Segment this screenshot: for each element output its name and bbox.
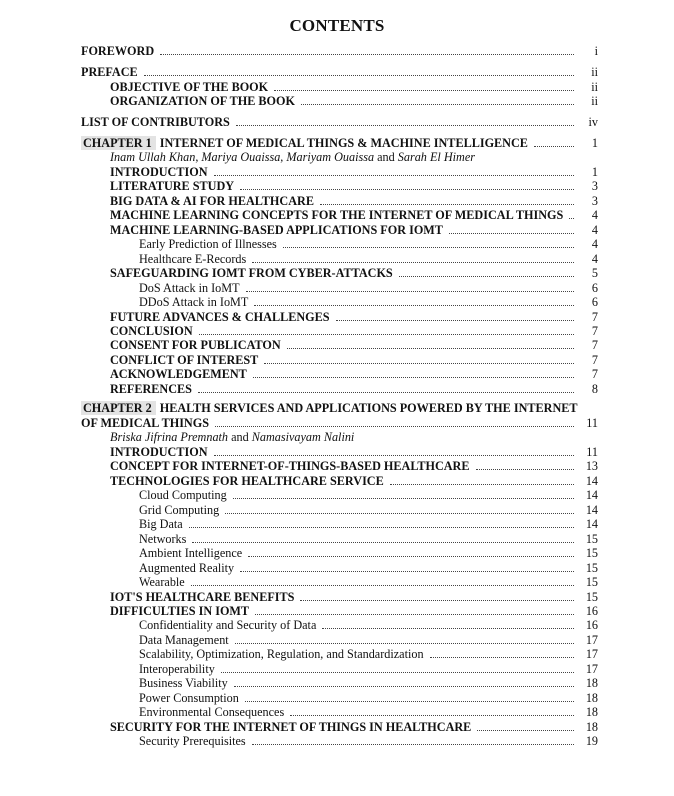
dot-leader — [449, 232, 574, 234]
toc-entry-page: 18 — [585, 705, 598, 719]
dot-leader — [248, 555, 574, 557]
dot-leader — [477, 729, 574, 731]
toc-entry[interactable] — [139, 531, 598, 546]
toc-entry-label: Confidentiality and Security of Data — [139, 618, 317, 632]
toc-entry[interactable] — [139, 646, 598, 661]
toc-entry-page: 5 — [591, 266, 598, 280]
toc-entry-label: FOREWORD — [81, 44, 155, 58]
toc-entry[interactable] — [139, 617, 598, 632]
dot-leader — [189, 526, 574, 528]
toc-entry-page: 15 — [585, 590, 598, 604]
dot-leader — [390, 483, 574, 485]
dot-leader — [430, 656, 574, 658]
toc-entry-label: MACHINE LEARNING CONCEPTS FOR THE INTERNET OF MEDICAL THINGS — [110, 208, 564, 222]
toc-entry[interactable] — [139, 280, 598, 295]
toc-entry-page: 6 — [591, 295, 598, 309]
toc-entry[interactable] — [139, 516, 598, 531]
toc-entry-page: 3 — [591, 194, 598, 208]
toc-entry-page: 16 — [585, 604, 598, 618]
toc-entry[interactable] — [81, 114, 598, 129]
toc-entry-label: LITERATURE STUDY — [110, 179, 235, 193]
toc-entry[interactable] — [110, 381, 598, 396]
toc-entry-label: CONSENT FOR PUBLICATON — [110, 338, 281, 352]
dot-leader — [214, 454, 574, 456]
dot-leader — [191, 584, 574, 586]
toc-entry-page: 15 — [585, 561, 598, 575]
author-name: Inam Ullah Khan — [110, 150, 196, 164]
chapter-2-heading-line1[interactable] — [81, 401, 578, 416]
toc-entry-page: 7 — [591, 310, 598, 324]
dot-leader — [252, 743, 574, 745]
toc-entry-page: 4 — [591, 252, 598, 266]
page-title: CONTENTS — [289, 16, 385, 35]
toc-entry-label: Grid Computing — [139, 503, 220, 517]
toc-entry[interactable] — [139, 487, 598, 502]
toc-entry-label: Security Prerequisites — [139, 734, 246, 748]
chapter-1-authors — [110, 150, 475, 165]
toc-entry-page: ii — [591, 65, 598, 79]
toc-entry-page: iv — [588, 115, 598, 129]
toc-entry[interactable] — [110, 178, 598, 193]
toc-entry-page: 4 — [591, 237, 598, 251]
toc-entry[interactable] — [139, 675, 598, 690]
author-name: Namasivayam Nalini — [251, 430, 355, 444]
toc-entry[interactable] — [110, 444, 598, 459]
dot-leader — [240, 188, 574, 190]
chapter-2-title-line1: HEALTH SERVICES AND APPLICATIONS POWERED BY THE INTERNET — [159, 401, 578, 415]
toc-entry-page: 13 — [585, 459, 598, 473]
chapter-2-label: CHAPTER 2 — [81, 401, 156, 415]
dot-leader — [245, 700, 574, 702]
toc-entry-label: Early Prediction of Illnesses — [139, 237, 277, 251]
dot-leader — [336, 319, 574, 321]
toc-entry-label: PREFACE — [81, 65, 138, 79]
toc-entry-page: 17 — [585, 662, 598, 676]
toc-entry-label: SECURITY FOR THE INTERNET OF THINGS IN HEALTHCARE — [110, 720, 472, 734]
dot-leader — [255, 613, 574, 615]
toc-entry[interactable] — [139, 502, 598, 517]
toc-entry[interactable] — [81, 64, 598, 79]
toc-entry-label: ORGANIZATION OF THE BOOK — [110, 94, 295, 108]
toc-entry-label: Business Viability — [139, 676, 228, 690]
toc-entry[interactable] — [139, 574, 598, 589]
toc-entry-label: MACHINE LEARNING-BASED APPLICATIONS FOR IOMT — [110, 223, 443, 237]
toc-entry[interactable] — [110, 79, 598, 94]
toc-entry-label: CONFLICT OF INTEREST — [110, 353, 259, 367]
toc-entry-page: 14 — [585, 474, 598, 488]
dot-leader — [192, 541, 574, 543]
toc-entry[interactable] — [110, 337, 598, 352]
toc-entry[interactable] — [110, 265, 598, 280]
author-name: Mariyam Ouaissa — [286, 150, 375, 164]
toc-entry-page: ii — [591, 94, 598, 108]
chapter-1-heading[interactable] — [81, 135, 598, 150]
dot-leader — [215, 425, 574, 427]
toc-entry-page: 4 — [591, 208, 598, 222]
toc-entry-label: INTRODUCTION — [110, 445, 208, 459]
toc-entry-page: 11 — [586, 445, 598, 459]
toc-entry-page: 18 — [585, 691, 598, 705]
dot-leader — [198, 391, 574, 393]
chapter-2-title-line2: OF MEDICAL THINGS — [81, 416, 209, 430]
author-name: Briska Jifrina Premnath — [110, 430, 229, 444]
toc-entry[interactable] — [110, 352, 598, 367]
toc-entry-page: 3 — [591, 179, 598, 193]
toc-entry-page: 1 — [591, 165, 598, 179]
toc-entry[interactable] — [110, 473, 598, 488]
dot-leader — [240, 570, 574, 572]
toc-entry-label: Interoperability — [139, 662, 215, 676]
toc-entry-label: IOT'S HEALTHCARE BENEFITS — [110, 590, 295, 604]
toc-entry[interactable] — [110, 366, 598, 381]
dot-leader — [236, 124, 574, 126]
toc-entry-label: FUTURE ADVANCES & CHALLENGES — [110, 310, 330, 324]
dot-leader — [320, 203, 574, 205]
dot-leader — [234, 685, 574, 687]
chapter-1-label: CHAPTER 1 — [81, 136, 156, 150]
toc-entry[interactable] — [110, 193, 598, 208]
dot-leader — [274, 89, 574, 91]
author-separator: and — [228, 430, 252, 444]
dot-leader — [283, 246, 574, 248]
dot-leader — [253, 376, 574, 378]
chapter-1-title: INTERNET OF MEDICAL THINGS & MACHINE INTELLIGENCE — [159, 136, 528, 150]
toc-entry-page: 14 — [585, 488, 598, 502]
dot-leader — [160, 53, 574, 55]
toc-entry-label: SAFEGUARDING IOMT FROM CYBER-ATTACKS — [110, 266, 393, 280]
dot-leader — [199, 333, 574, 335]
toc-entry-page: 4 — [591, 223, 598, 237]
toc-entry-label: Ambient Intelligence — [139, 546, 243, 560]
toc-entry-label: DDoS Attack in IoMT — [139, 295, 249, 309]
toc-entry[interactable] — [139, 690, 598, 705]
toc-entry-label: BIG DATA & AI FOR HEALTHCARE — [110, 194, 314, 208]
toc-entry-page: ii — [591, 80, 598, 94]
toc-entry-page: 7 — [591, 353, 598, 367]
dot-leader — [252, 261, 574, 263]
toc-entry[interactable] — [139, 661, 598, 676]
toc-entry-page: 14 — [585, 503, 598, 517]
toc-entry[interactable] — [110, 458, 598, 473]
toc-entry-page: 15 — [585, 575, 598, 589]
toc-entry-label: Healthcare E-Records — [139, 252, 247, 266]
toc-entry[interactable] — [139, 704, 598, 719]
toc-entry-page: 6 — [591, 281, 598, 295]
toc-entry-page: 7 — [591, 367, 598, 381]
author-separator: , — [280, 150, 287, 164]
dot-leader — [235, 642, 574, 644]
toc-entry-page: i — [594, 44, 598, 58]
dot-leader — [569, 217, 574, 219]
toc-entry-label: Power Consumption — [139, 691, 239, 705]
toc-entry[interactable] — [110, 323, 598, 338]
toc-entry[interactable] — [81, 43, 598, 58]
toc-entry-label: Environmental Consequences — [139, 705, 285, 719]
author-separator: , — [195, 150, 202, 164]
toc-entry[interactable] — [139, 236, 598, 251]
toc-entry[interactable] — [110, 603, 598, 618]
toc-entry-label: CONCLUSION — [110, 324, 193, 338]
toc-entry-page: 17 — [585, 633, 598, 647]
toc-entry[interactable] — [110, 719, 598, 734]
toc-entry-page: 18 — [585, 676, 598, 690]
dot-leader — [534, 145, 574, 147]
chapter-1-page: 1 — [591, 136, 598, 150]
toc-entry-page: 18 — [585, 720, 598, 734]
dot-leader — [287, 347, 574, 349]
author-separator: and — [374, 150, 398, 164]
toc-entry-label: DoS Attack in IoMT — [139, 281, 240, 295]
dot-leader — [300, 599, 574, 601]
toc-entry-label: REFERENCES — [110, 382, 192, 396]
dot-leader — [322, 627, 574, 629]
toc-entry-page: 16 — [585, 618, 598, 632]
toc-entry[interactable] — [110, 93, 598, 108]
toc-entry-label: ACKNOWLEDGEMENT — [110, 367, 247, 381]
toc-entry-label: Data Management — [139, 633, 229, 647]
toc-entry-label: Wearable — [139, 575, 185, 589]
dot-leader — [221, 671, 574, 673]
toc-entry[interactable] — [110, 207, 598, 222]
dot-leader — [144, 74, 574, 76]
toc-entry[interactable] — [110, 589, 598, 604]
toc-entry-label: Augmented Reality — [139, 561, 235, 575]
dot-leader — [399, 275, 574, 277]
chapter-2-heading-line2[interactable] — [81, 415, 598, 430]
dot-leader — [476, 468, 575, 470]
author-name: Mariya Ouaissa — [201, 150, 281, 164]
toc-entry[interactable] — [139, 733, 598, 748]
toc-entry-page: 7 — [591, 324, 598, 338]
chapter-2-authors — [110, 430, 354, 445]
toc-entry[interactable] — [139, 294, 598, 309]
dot-leader — [301, 103, 574, 105]
toc-entry-label: Scalability, Optimization, Regulation, and Standardization — [139, 647, 424, 661]
dot-leader — [264, 362, 574, 364]
toc-entry-label: OBJECTIVE OF THE BOOK — [110, 80, 269, 94]
chapter-2-page: 11 — [586, 416, 598, 430]
toc-entry-label: Cloud Computing — [139, 488, 227, 502]
toc-entry-page: 14 — [585, 517, 598, 531]
toc-entry-page: 7 — [591, 338, 598, 352]
toc-entry[interactable] — [110, 309, 598, 324]
toc-entry-label: INTRODUCTION — [110, 165, 208, 179]
toc-entry[interactable] — [110, 164, 598, 179]
toc-entry-label: Networks — [139, 532, 187, 546]
dot-leader — [214, 174, 574, 176]
dot-leader — [233, 497, 574, 499]
toc-entry-label: CONCEPT FOR INTERNET-OF-THINGS-BASED HEALTHCARE — [110, 459, 470, 473]
toc-entry-label: DIFFICULTIES IN IOMT — [110, 604, 250, 618]
toc-entry[interactable] — [139, 560, 598, 575]
dot-leader — [290, 714, 574, 716]
dot-leader — [246, 290, 574, 292]
toc-entry-page: 8 — [591, 382, 598, 396]
author-name: Sarah El Himer — [397, 150, 475, 164]
toc-entry-page: 17 — [585, 647, 598, 661]
toc-entry[interactable] — [139, 632, 598, 647]
dot-leader — [225, 512, 574, 514]
toc-entry-label: TECHNOLOGIES FOR HEALTHCARE SERVICE — [110, 474, 384, 488]
toc-entry-page: 19 — [585, 734, 598, 748]
toc-entry-label: LIST OF CONTRIBUTORS — [81, 115, 230, 129]
toc-entry-page: 15 — [585, 532, 598, 546]
toc-entry[interactable] — [139, 251, 598, 266]
dot-leader — [254, 304, 574, 306]
toc-entry[interactable] — [139, 545, 598, 560]
toc-entry[interactable] — [110, 222, 598, 237]
toc-entry-label: Big Data — [139, 517, 183, 531]
toc-entry-page: 15 — [585, 546, 598, 560]
